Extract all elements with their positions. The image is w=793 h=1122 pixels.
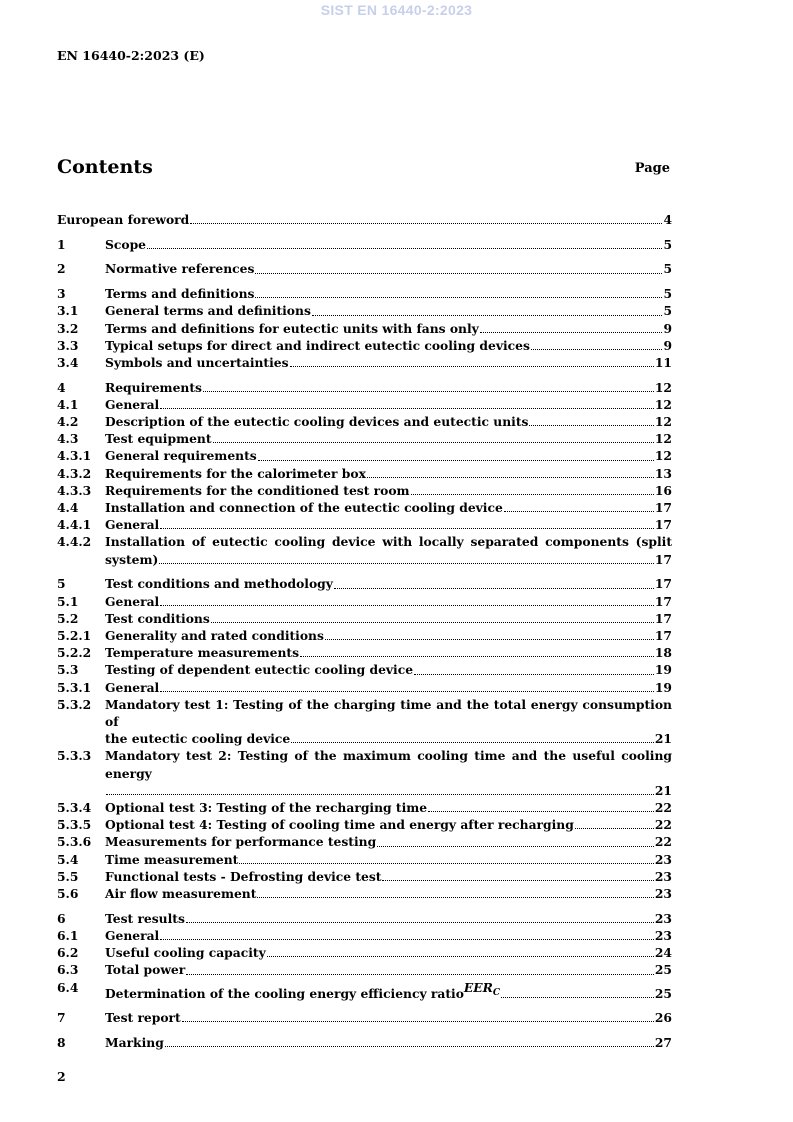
toc-entry-title: Useful cooling capacity [105,945,266,961]
toc-entry-number: 5.3.4 [57,800,92,815]
dot-leader [414,674,654,675]
toc-entry-title: Time measurement [105,851,239,867]
toc-entry-title: Functional tests - Defrosting device test [105,868,382,884]
toc-entry-number: 4.2 [57,414,79,430]
toc-entry[interactable] [57,1009,672,1026]
dot-leader [203,391,654,392]
toc-entry-number: 5.1 [57,593,79,609]
toc-entry-title: General requirements [105,448,257,464]
toc-entry-page: 4 [663,212,672,227]
toc-entry-page: 5 [663,236,672,252]
contents-heading [57,156,672,182]
toc-entry-page: 21 [654,782,672,798]
toc-entry[interactable] [57,816,672,833]
eer-symbol [464,979,500,1002]
dot-leader [529,425,653,426]
dot-leader [159,563,654,564]
table-of-contents [57,211,672,1051]
page-column-label: Page [634,161,670,176]
dot-leader [186,974,654,975]
toc-entry-page: 12 [654,396,672,412]
toc-entry-page: 17 [654,551,672,567]
toc-entry-number: 1 [57,236,66,252]
toc-entry-page: 26 [654,1010,672,1026]
toc-entry-number: 5.3.6 [57,834,92,850]
toc-entry[interactable] [57,593,672,610]
toc-entry-page: 5 [663,261,672,277]
toc-entry-page: 9 [663,337,672,353]
toc-entry[interactable] [57,747,672,799]
toc-entry-page: 24 [654,945,672,961]
toc-entry-page: 12 [654,448,672,464]
toc-entry-page: 16 [654,482,672,498]
toc-entry-title: Test conditions [105,610,210,626]
toc-entry[interactable] [57,533,672,567]
dot-leader [504,511,654,512]
toc-entry[interactable] [57,610,672,627]
toc-entry-number: 7 [57,1010,66,1026]
toc-entry-number: 6 [57,910,66,926]
toc-entry[interactable] [57,447,672,464]
dot-leader [258,460,654,461]
toc-entry-number: 4.3 [57,431,79,447]
toc-entry[interactable] [57,337,672,354]
toc-entry-number: 3.4 [57,354,79,370]
toc-entry-page: 22 [654,834,672,850]
toc-entry[interactable] [57,379,672,396]
toc-entry[interactable] [57,627,672,644]
toc-entry-page: 17 [654,627,672,643]
toc-entry[interactable] [57,320,672,337]
toc-entry-title: General [105,593,160,609]
toc-entry-number: 5.3.3 [57,748,92,764]
eer-symbol-subscript: C [492,987,501,998]
dot-leader [147,248,662,249]
toc-entry-number: 8 [57,1034,66,1050]
toc-entry-title: Optional test 4: Testing of cooling time and energy after recharging [105,817,574,833]
toc-entry[interactable] [57,910,672,927]
toc-entry-number: 5.3.5 [57,817,92,833]
toc-entry-page: 5 [663,303,672,319]
dot-leader [312,315,663,316]
toc-entry-title: General terms and definitions [105,303,311,319]
toc-entry-title: Mandatory test 2: Testing of the maximum cooling time and the useful cooling energy [105,748,672,781]
toc-entry-number: 4 [57,379,66,395]
toc-entry-page: 17 [654,610,672,626]
toc-entry-number: 3.3 [57,337,79,353]
toc-entry-page: 22 [654,817,672,833]
toc-entry-page: 12 [654,379,672,395]
toc-entry[interactable] [57,465,672,482]
toc-entry-number: 4.4.2 [57,534,92,550]
toc-entry-page: 22 [654,800,672,815]
toc-entry-title: Optional test 3: Testing of the recharging time [105,800,428,815]
dot-leader [531,349,663,350]
toc-entry-page: 23 [654,910,672,926]
toc-entry-title: General [105,517,160,533]
toc-entry-number: 5.3 [57,662,79,678]
dot-leader [257,897,653,898]
toc-entry[interactable] [57,499,672,516]
toc-entry-number: 4.4.1 [57,517,92,533]
toc-entry[interactable] [57,885,672,902]
toc-entry-number: 3.1 [57,303,79,319]
toc-entry[interactable] [57,1034,672,1051]
contents-title: Contents [57,156,153,178]
dot-leader [290,366,654,367]
toc-entry[interactable] [57,679,672,696]
dot-leader [190,223,662,224]
dot-leader [186,922,654,923]
toc-entry-title: Terms and definitions for eutectic units with fans only [105,320,479,336]
dot-leader [411,494,654,495]
toc-entry-title: Typical setups for direct and indirect eutectic cooling devices [105,337,530,353]
toc-entry-page: 5 [663,286,672,302]
toc-entry-number: 2 [57,261,66,277]
toc-entry-number: 6.1 [57,927,79,943]
toc-entry-number: 5.5 [57,868,79,884]
toc-entry-title: Air flow measurement [105,886,257,902]
toc-entry[interactable] [57,430,672,447]
toc-entry-title: General [105,396,160,412]
dot-leader [428,811,654,812]
footer-page-number: 2 [57,1069,66,1084]
toc-entry-page: 19 [654,679,672,695]
dot-leader [160,528,654,529]
toc-entry-title: Description of the eutectic cooling devices and eutectic units [105,414,529,430]
toc-entry-title: European foreword [57,212,190,227]
toc-entry[interactable] [57,482,672,499]
toc-entry-title: Temperature measurements [105,645,299,661]
toc-entry-title: Requirements for the conditioned test room [105,482,410,498]
dot-leader [182,1021,654,1022]
toc-entry-title: Mandatory test 1: Testing of the charging time and the total energy consumption of [105,696,672,729]
toc-entry-number: 5.6 [57,886,79,902]
toc-entry-page: 25 [654,962,672,978]
toc-entry[interactable] [57,927,672,944]
toc-entry-number: 5.2.1 [57,627,92,643]
toc-entry[interactable] [57,396,672,413]
toc-entry-number: 4.3.3 [57,482,92,498]
toc-entry-title-continued: the eutectic cooling device [105,731,291,747]
dot-leader [160,939,654,940]
toc-entry-number: 5.3.2 [57,696,92,712]
toc-entry[interactable] [57,260,672,277]
toc-entry-page: 23 [654,868,672,884]
toc-entry-page: 13 [654,465,672,481]
toc-entry[interactable] [57,575,672,592]
toc-entry-page: 12 [654,414,672,430]
toc-entry[interactable] [57,236,672,253]
toc-entry-title: Marking [105,1034,164,1050]
toc-entry-number: 5.2 [57,610,79,626]
toc-entry[interactable] [57,944,672,961]
toc-entry-page: 11 [654,354,672,370]
toc-entry-page: 23 [654,927,672,943]
dot-leader [106,794,654,795]
toc-entry-title: Installation and connection of the eutectic cooling device [105,500,503,516]
toc-entry-number: 5.4 [57,851,79,867]
dot-leader [325,639,654,640]
watermark: SIST EN 16440-2:2023 [320,2,473,18]
toc-entry-title: Test results [105,910,185,926]
dot-leader [267,956,654,957]
toc-entry[interactable] [57,211,672,228]
toc-entry-page: 23 [654,886,672,902]
toc-entry-number: 6.2 [57,945,79,961]
toc-entry[interactable] [57,354,672,371]
dot-leader [377,846,654,847]
toc-entry[interactable] [57,413,672,430]
toc-entry-title: Symbols and uncertainties [105,354,289,370]
toc-entry[interactable] [57,696,672,748]
dot-leader [165,1046,654,1047]
toc-entry-page: 17 [654,500,672,516]
toc-entry-number: 4.4 [57,500,79,516]
toc-entry-title-continued: system) [105,551,159,567]
dot-leader [382,880,653,881]
toc-entry-title: Testing of dependent eutectic cooling device [105,662,414,678]
toc-entry-title: Requirements for the calorimeter box [105,465,366,481]
toc-entry-page: 25 [654,985,672,1001]
toc-entry-page: 12 [654,431,672,447]
toc-entry[interactable] [57,979,672,1002]
toc-entry[interactable] [57,851,672,868]
toc-entry-number: 4.1 [57,396,79,412]
dot-leader [255,273,662,274]
toc-entry-page: 21 [654,731,672,747]
toc-entry[interactable] [57,516,672,533]
toc-entry-number: 3.2 [57,320,79,336]
toc-entry-title: General [105,927,160,943]
toc-entry-title: Scope [105,236,146,252]
dot-leader [501,997,654,998]
toc-entry-page: 27 [654,1034,672,1050]
toc-entry-number: 5.3.1 [57,679,92,695]
toc-entry-title: General [105,679,160,695]
toc-entry-title: Determination of the cooling energy efficiency ratio [105,985,464,1001]
toc-entry-title: Installation of eutectic cooling device with locally separated components (split [105,534,672,550]
toc-entry-number: 5 [57,576,66,592]
toc-entry[interactable] [57,799,672,816]
toc-entry-page: 17 [654,593,672,609]
toc-entry-title: Generality and rated conditions [105,627,324,643]
toc-entry-title: Terms and definitions [105,286,255,302]
dot-leader [160,605,654,606]
toc-entry-number: 6.3 [57,962,79,978]
toc-entry-title: Normative references [105,261,255,277]
toc-entry-page: 9 [663,320,672,336]
toc-entry-title: Test report [105,1010,181,1026]
dot-leader [480,332,663,333]
toc-entry-number: 4.3.1 [57,448,92,464]
document-id: EN 16440-2:2023 (E) [57,48,205,63]
dot-leader [367,477,654,478]
toc-entry[interactable] [57,868,672,885]
dot-leader [291,742,654,743]
toc-entry-page: 23 [654,851,672,867]
dot-leader [575,828,654,829]
toc-entry[interactable] [57,644,672,661]
toc-entry-title: Test conditions and methodology [105,576,333,592]
toc-entry-page: 19 [654,662,672,678]
toc-entry-page: 17 [654,517,672,533]
toc-entry-page: 18 [654,645,672,661]
toc-entry-number: 4.3.2 [57,465,92,481]
toc-entry-title: Total power [105,962,186,978]
toc-entry-number: 6.4 [57,979,79,995]
toc-entry-number: 5.2.2 [57,645,92,661]
eer-symbol-base: EER [463,979,493,995]
toc-entry[interactable] [57,661,672,678]
dot-leader [160,691,654,692]
dot-leader [255,297,662,298]
toc-entry[interactable] [57,961,672,978]
toc-entry-title: Measurements for performance testing [105,834,377,850]
toc-entry[interactable] [57,833,672,850]
dot-leader [300,656,654,657]
toc-entry-title: Requirements [105,379,202,395]
toc-entry-page: 17 [654,576,672,592]
dot-leader [239,863,654,864]
toc-entry-number: 3 [57,286,66,302]
dot-leader [334,588,654,589]
toc-entry-title: Test equipment [105,431,212,447]
dot-leader [211,622,654,623]
dot-leader [160,408,654,409]
dot-leader [213,442,654,443]
toc-entry[interactable] [57,302,672,319]
toc-entry[interactable] [57,285,672,302]
